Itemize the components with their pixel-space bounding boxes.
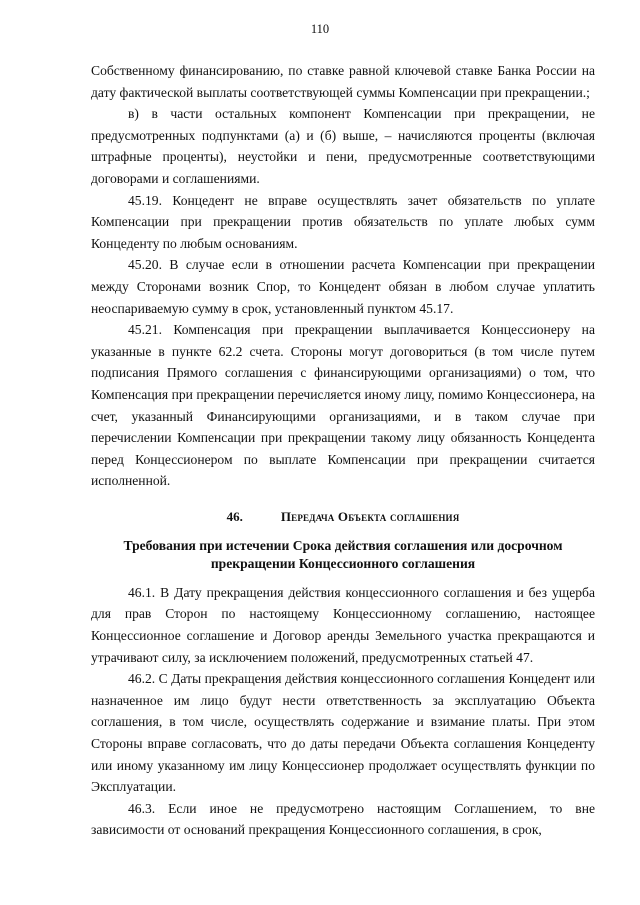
paragraph: в) в части остальных компонент Компенсации при прекращении, не предусмотренных подпунктами (а) и (б) выше, – начисляются проценты (включая штрафные проценты), неустойки и пени, предусмотренные соответствующими договорами и соглашениями. xyxy=(91,106,595,186)
section-heading xyxy=(91,509,595,525)
section-title: Передача Объекта соглашения xyxy=(280,508,460,524)
paragraph: 46.2. С Даты прекращения действия концессионного соглашения Концедент или назначенное им лицо будут нести ответственность за эксплуатацию Объекта соглашения, в том числе, осуществлять содержание и взимание платы. При этом Стороны вправе согласовать, что до даты передачи Объекта соглашения Концеденту или иному указанному им лицу Концессионер продолжает осуществлять функции по Эксплуатации. xyxy=(91,671,595,795)
paragraph: 46.1. В Дату прекращения действия концессионного соглашения и без ущерба для прав Сторон по настоящему Концессионному соглашению, настоящее Концессионное соглашение и Договор аренды Земельного участка прекращаются и утрачивают силу, за исключением положений, предусмотренных статьей 47. xyxy=(91,584,595,665)
page-number: 110 xyxy=(310,22,330,36)
section-number: 46. xyxy=(226,508,243,524)
paragraph: 45.21. Компенсация при прекращении выплачивается Концессионеру на указанные в пункте 62.2 счета. Стороны могут договориться (в том числе путем подписания Прямого соглашения с финансирующими организациями) о том, что Компенсация при прекращении перечисляется иному лицу, помимо Концессионера, на счет, указанный Финансирующими организациями, и в таком случае при перечислении Компенсации при прекращении такому лицу обязанность Концедента перед Концессионером по выплате Компенсации при прекращении считается исполненной. xyxy=(91,322,595,489)
paragraph: 46.3. Если иное не предусмотрено настоящим Соглашением, то вне зависимости от оснований прекращения Концессионного соглашения, в срок, xyxy=(91,800,595,838)
paragraph: Собственному финансированию, по ставке равной ключевой ставке Банка России на дату фактической выплаты соответствующей суммы Компенсации при прекращении.; xyxy=(91,63,595,100)
page-body xyxy=(91,60,595,841)
paragraph: 45.20. В случае если в отношении расчета Компенсации при прекращении между Сторонами возник Спор, то Концедент обязан в любом случае уплатить неоспариваемую сумму в срок, установленный пунктом 45.17. xyxy=(91,257,595,316)
paragraph: 45.19. Концедент не вправе осуществлять зачет обязательств по уплате Компенсации при прекращении против обязательств по уплате любых сумм Концеденту по любым основаниям. xyxy=(91,192,595,251)
subsection-heading: Требования при истечении Срока действия соглашения или досрочном прекращении Концессионного соглашения xyxy=(123,537,563,571)
